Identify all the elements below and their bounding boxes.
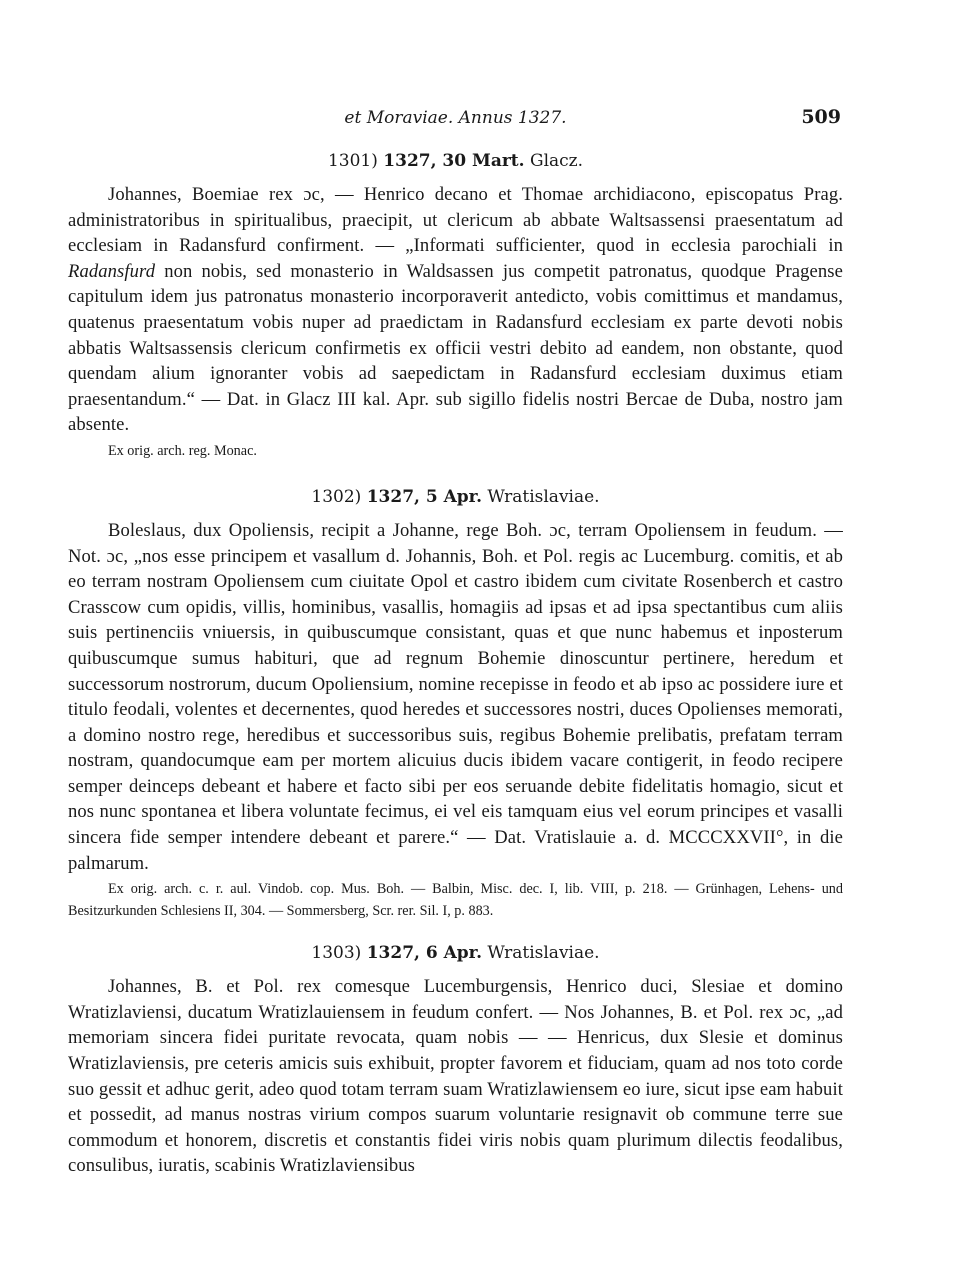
entry-date: 1327, 6 Apr. — [366, 943, 482, 964]
entry-number: 1302) — [311, 486, 362, 507]
entry-place: Wratislaviae. — [487, 943, 600, 964]
entry-date: 1327, 5 Apr. — [366, 486, 482, 507]
entry-heading-1303 — [68, 940, 843, 966]
entry-text-italic: Radansfurd — [68, 260, 156, 282]
entry-heading-1302 — [68, 484, 843, 510]
running-head — [68, 104, 843, 140]
entry-place: Glacz. — [529, 151, 584, 171]
entry-number: 1303) — [311, 943, 362, 964]
entry-source-1301: Ex orig. arch. reg. Monac. — [108, 442, 257, 459]
entry-text-1301 — [68, 182, 843, 438]
entry-text-part: non nobis, sed monasterio in Waldsassen jus competit patronatus, quodque Pragense capitulum idem jus patronatus monasterio incorporaverit antedicto, vobis comittimus et mandamus, quatenus praesentatum vobis nuper ad praedictam in Radansfurd ecclesiam ex parte devoti nobis abbatis Waltsassensis clericum confirmetis ex officii vestri debito ad eandem, non obstante, quod quendam alium ignoranter vobis ad saepedictam in Radansfurd ecclesiam duximus etiam praesentandum.“ — Dat. in Glacz III kal. Apr. sub sigillo fidelis nostri Bercae de Duba, nostro jam absente. — [68, 260, 843, 436]
entry-date: 1327, 30 Mart. — [383, 151, 525, 171]
entry-number: 1301) — [327, 151, 378, 171]
page-number: 509 — [801, 106, 841, 128]
entry-text-1302: Boleslaus, dux Opoliensis, recipit a Johanne, rege Boh. ɔc, terram Opoliensem in feudum. — Not. ɔc, „nos esse principem et vasallum d. Johannis, Boh. et Pol. regis ac Lucemburg. comitis, et ab eo terram nostram Opoliensem cum ciuitate Opol et castro ibidem cum civitate Rosenberch et castro Crasscow cum opidis, villis, hominibus, vasallis, homagiis ad ipsas et ad ipsa spectantibus cum aliis suis pertinenciis vniuersis, in quibuscumque consistant, quas et que nunc habemus et inposterum quibuscumque sumus habituri, que ad regnum Bohemie dinoscuntur pertinere, heredum et successorum nostrorum, ducum Opoliensium, nomine recepisse in feodo et ab ipso ac possidere iure et titulo feodali, volentes et decernentes, quod heredes et successores nostri, duces Opolienses memorati, a domino nostro rege, heredibus et successoribus suis, regibus Bohemie prelibatis, prefatam terram nostram, quandocumque eam per mortem alicuius ducis ibidem vacare contigerit, in feodo recipere semper deinceps debeant et habere et facto sibi per eos seruande debite fidelitatis homagio, sicut et nos nunc spontanea et libera voluntate fecimus, ei vel eis tamquam eius vel eorum principes et vasalli sincera fide semper intendere debeant et parere.“ — Dat. Vratislauie a. d. MCCCXXVII°, in die palmarum. — [68, 519, 843, 874]
document-page — [68, 104, 843, 1179]
running-title: et Moraviae. Annus 1327. — [344, 108, 567, 128]
entry-text-part: Johannes, Boemiae rex ɔc, — Henrico decano et Thomae archidiacono, episcopatus Prag. administratoribus in spiritualibus, praecipit, ut clericum ab abbate Waltsassensi praesentatum ad ecclesiam in Radansfurd confirment. — „Informati sufficienter, quod in ecclesia parochiali in — [68, 184, 843, 257]
entry-text-1303: Johannes, B. et Pol. rex comesque Lucemburgensis, Henrico duci, Slesiae et domino Wratizlaviensi, ducatum Wratizlauiensem in feudum confert. — Nos Johannes, B. et Pol. rex ɔc, „ad memoriam sincera fidei puritate revocata, quam nobis — — Henricus, dux Slesie et dominus Wratizlaviensis, pre ceteris amicis suis exhibuit, propter favorem et fiduciam, quam ad nos toto corde suo gessit et adhuc gerit, adeo quod totam terram suam Wratizlawiensem eo iure, sicut ipse eam habuit et possedit, ad manus nostras virium compos suarum voluntarie resignavit ob commune terre sue commodum et honorem, discretis et constantis fidei viris nobis quam plurimum dilectis feodalibus, consulibus, iuratis, scabinis Wratizlaviensibus — [68, 976, 843, 1177]
entry-heading-1301 — [68, 148, 843, 174]
entry-source-1302: Ex orig. arch. c. r. aul. Vindob. cop. Mus. Boh. — Balbin, Misc. dec. I, lib. VIII, p. 218. — Grünhagen, Lehens- und Besitzurkunden Schlesiens II, 304. — Sommersberg, Scr. rer. Sil. I, p. 883. — [68, 881, 843, 920]
entry-place: Wratislaviae. — [487, 486, 600, 507]
